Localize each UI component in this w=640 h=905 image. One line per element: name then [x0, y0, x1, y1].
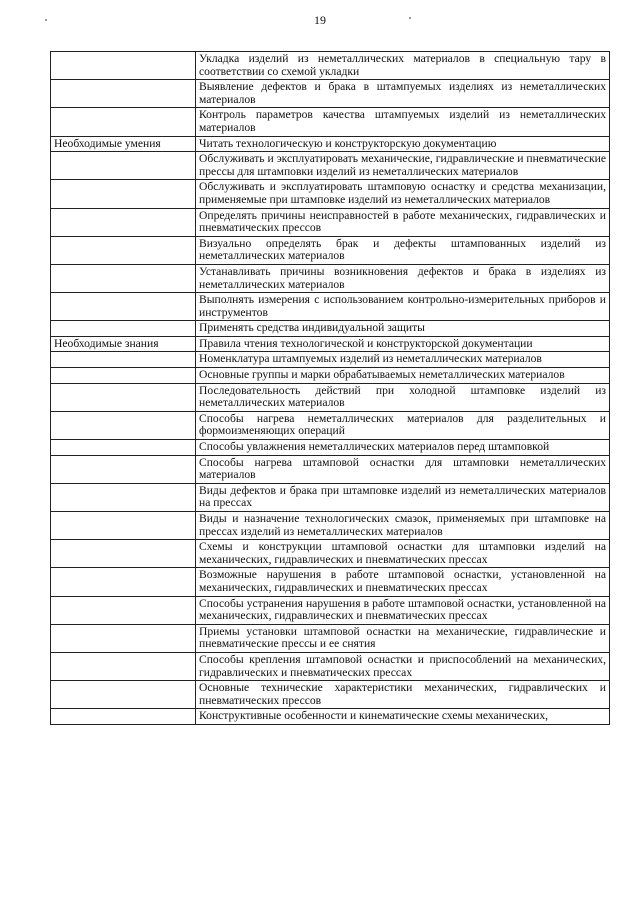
row-text: Правила чтения технологической и конструкторской документации	[196, 336, 610, 352]
row-label	[51, 483, 196, 511]
table-row	[51, 80, 610, 108]
row-text: Устанавливать причины возникновения дефектов и брака в изделиях из неметаллических материалов	[196, 264, 610, 292]
row-text: Способы крепления штамповой оснастки и приспособлений на механических, гидравлических и пневматических прессах	[196, 652, 610, 680]
row-text: Основные группы и марки обрабатываемых неметаллических материалов	[196, 368, 610, 384]
row-label	[51, 108, 196, 136]
scan-speck	[45, 19, 47, 21]
row-label	[51, 264, 196, 292]
table-row	[51, 108, 610, 136]
row-text: Выполнять измерения с использованием контрольно-измерительных приборов и инструментов	[196, 293, 610, 321]
row-label	[51, 440, 196, 456]
row-label	[51, 455, 196, 483]
row-text: Последовательность действий при холодной штамповке изделий из неметаллических материалов	[196, 383, 610, 411]
table-row	[51, 652, 610, 680]
table-row	[51, 411, 610, 439]
row-text: Способы устранения нарушения в работе штамповой оснастки, установленной на механических, гидравлических и пневматических прессах	[196, 596, 610, 624]
row-label	[51, 681, 196, 709]
row-label	[51, 52, 196, 80]
row-label	[51, 568, 196, 596]
row-label	[51, 208, 196, 236]
row-label	[51, 624, 196, 652]
row-label	[51, 80, 196, 108]
row-text: Укладка изделий из неметаллических материалов в специальную тару в соответствии со схемой укладки	[196, 52, 610, 80]
table-row	[51, 321, 610, 337]
table-row	[51, 208, 610, 236]
table-row	[51, 540, 610, 568]
scan-speck	[409, 17, 411, 19]
row-label	[51, 383, 196, 411]
row-text: Выявление дефектов и брака в штампуемых изделиях из неметаллических материалов	[196, 80, 610, 108]
row-text: Конструктивные особенности и кинематические схемы механических,	[196, 709, 610, 725]
row-label	[51, 352, 196, 368]
row-text: Схемы и конструкции штамповой оснастки для штамповки изделий на механических, гидравлических и пневматических прессах	[196, 540, 610, 568]
row-text: Способы нагрева штамповой оснастки для штамповки неметаллических материалов	[196, 455, 610, 483]
row-label	[51, 152, 196, 180]
row-label	[51, 709, 196, 725]
row-text: Возможные нарушения в работе штамповой оснастки, установленной на механических, гидравлических и пневматических прессах	[196, 568, 610, 596]
row-text: Визуально определять брак и дефекты штампованных изделий из неметаллических материалов	[196, 236, 610, 264]
row-text: Обслуживать и эксплуатировать штамповую оснастку и средства механизации, применяемые при штамповке изделий из неметаллических материалов	[196, 180, 610, 208]
table-row	[51, 368, 610, 384]
competency-table	[50, 51, 610, 725]
table-row	[51, 709, 610, 725]
table-row	[51, 136, 610, 152]
table-row	[51, 236, 610, 264]
row-label	[51, 180, 196, 208]
row-label	[51, 236, 196, 264]
row-text: Контроль параметров качества штампуемых изделий из неметаллических материалов	[196, 108, 610, 136]
row-text: Способы нагрева неметаллических материалов для разделительных и формоизменяющих операций	[196, 411, 610, 439]
table-row	[51, 624, 610, 652]
row-label	[51, 293, 196, 321]
table-row	[51, 352, 610, 368]
row-label-knowledge: Необходимые знания	[51, 336, 196, 352]
table-row	[51, 483, 610, 511]
table-row	[51, 293, 610, 321]
table-row	[51, 383, 610, 411]
row-text: Обслуживать и эксплуатировать механические, гидравлические и пневматические прессы для штамповки изделий из неметаллических материалов	[196, 152, 610, 180]
table-row	[51, 440, 610, 456]
row-label	[51, 540, 196, 568]
row-label	[51, 368, 196, 384]
row-text: Читать технологическую и конструкторскую документацию	[196, 136, 610, 152]
row-label	[51, 652, 196, 680]
row-label	[51, 321, 196, 337]
table-row	[51, 455, 610, 483]
table-row	[51, 596, 610, 624]
row-label-skills: Необходимые умения	[51, 136, 196, 152]
row-label	[51, 512, 196, 540]
row-text: Виды дефектов и брака при штамповке изделий из неметаллических материалов на прессах	[196, 483, 610, 511]
table-row	[51, 180, 610, 208]
table-row	[51, 152, 610, 180]
row-text: Основные технические характеристики механических, гидравлических и пневматических прессов	[196, 681, 610, 709]
row-label	[51, 596, 196, 624]
row-text: Номенклатура штампуемых изделий из неметаллических материалов	[196, 352, 610, 368]
page-number: 19	[314, 13, 326, 27]
table-row	[51, 336, 610, 352]
table-row	[51, 568, 610, 596]
row-text: Виды и назначение технологических смазок, применяемых при штамповке на прессах изделий из неметаллических материалов	[196, 512, 610, 540]
row-text: Определять причины неисправностей в работе механических, гидравлических и пневматических прессов	[196, 208, 610, 236]
table-row	[51, 264, 610, 292]
row-text: Приемы установки штамповой оснастки на механические, гидравлические и пневматические прессы и ее снятия	[196, 624, 610, 652]
row-text: Способы увлажнения неметаллических материалов перед штамповкой	[196, 440, 610, 456]
table-row	[51, 52, 610, 80]
table-row	[51, 681, 610, 709]
table-row	[51, 512, 610, 540]
row-label	[51, 411, 196, 439]
row-text: Применять средства индивидуальной защиты	[196, 321, 610, 337]
